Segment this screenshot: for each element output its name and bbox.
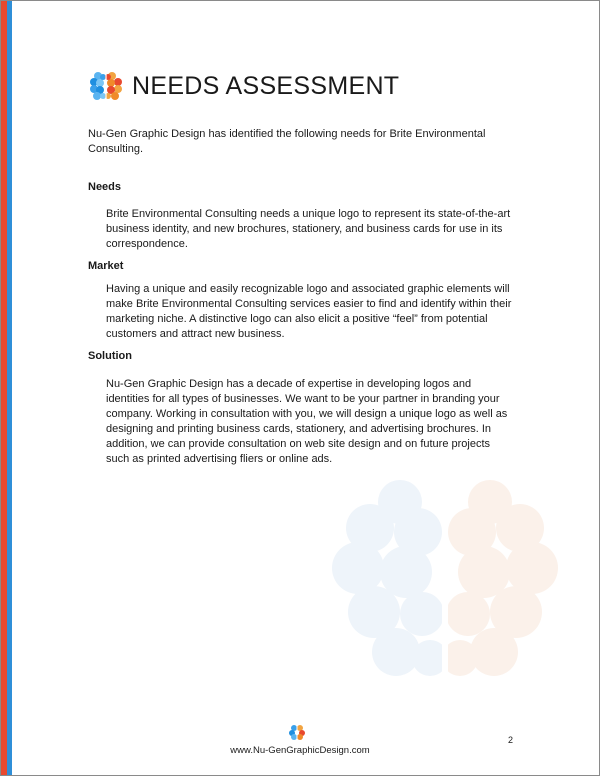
- brain-icon: [88, 68, 124, 104]
- page-title: NEEDS ASSESSMENT: [132, 71, 400, 100]
- section-body-market: Having a unique and easily recognizable logo and associated graphic elements will make Brite Environmental Consulting services easier to find and identify within their marketing niche. A distinctive logo can also elicit a positive “feel” from potential customers and attract new business.: [106, 283, 512, 340]
- page-header: [88, 68, 399, 104]
- section-heading-market: Market: [88, 260, 124, 272]
- footer-brain-icon: [288, 723, 306, 741]
- intro-paragraph: Nu-Gen Graphic Design has identified the following needs for Brite Environmental Consulting.: [88, 128, 486, 155]
- brain-watermark-icon: [330, 480, 560, 680]
- footer-website-url: www.Nu-GenGraphicDesign.com: [230, 745, 370, 756]
- section-heading-needs: Needs: [88, 181, 122, 193]
- section-body-solution: Nu-Gen Graphic Design has a decade of expertise in developing logos and identities for all types of businesses. We want to be your partner in branding your company. Working in consultation with you, we will design a unique logo as well as designing and printing business cards, stationery, and advertising brochures. In addition, we can provide consultation on web site design and on future projects such as printed advertising fliers or online ads.: [106, 378, 508, 465]
- left-accent-stripe-blue: [7, 1, 12, 775]
- section-body-needs: Brite Environmental Consulting needs a unique logo to represent its state-of-the-art business identity, and new brochures, stationery, and business cards for use in its correspondence.: [106, 208, 511, 250]
- section-heading-solution: Solution: [88, 350, 132, 362]
- page-number: 2: [508, 735, 514, 745]
